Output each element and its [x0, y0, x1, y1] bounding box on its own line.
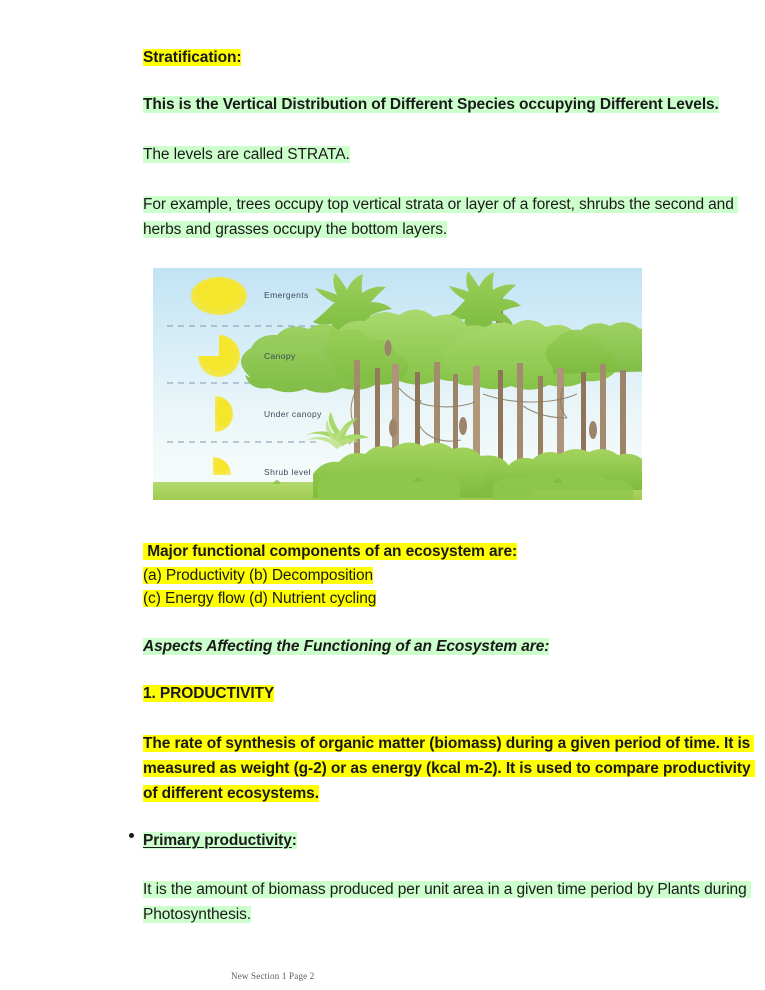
heading-major-components-text: Major functional components of an ecosystem are: [143, 543, 518, 560]
heading-primary-productivity [143, 828, 297, 853]
example-paragraph [143, 192, 751, 242]
strata-label-emergents: Emergents [264, 290, 309, 300]
light-shape-under-canopy [215, 396, 233, 432]
heading-primary-productivity-text: Primary productivity [143, 832, 292, 849]
definition-vertical-distribution [143, 92, 735, 117]
productivity-body-text: The rate of synthesis of organic matter (biomass) during a given period of time. It is measured as weight (g-2) or as energy (kcal m-2). It is used to compare productivity of different ecosystems. [143, 735, 755, 802]
primary-productivity-body-text: It is the amount of biomass produced per unit area in a given time period by Plants during Photosynthesis. [143, 881, 751, 923]
heading-aspects-text: Aspects Affecting the Functioning of an Ecosystem are: [143, 638, 550, 655]
strata-label-canopy: Canopy [264, 351, 296, 361]
primary-productivity-body [143, 877, 758, 927]
page-footer: New Section 1 Page 2 [231, 971, 315, 981]
heading-productivity [143, 681, 274, 706]
strata-label-shrub-level: Shrub level [264, 467, 311, 477]
light-shape-shrub-level [213, 457, 231, 475]
definition-strata-text: The levels are called STRATA. [143, 146, 350, 163]
light-shape-emergents [191, 277, 247, 315]
heading-aspects [143, 634, 549, 659]
forest-stratification-diagram [153, 268, 642, 500]
heading-stratification-text: Stratification: [143, 49, 242, 66]
definition-vertical-distribution-text: This is the Vertical Distribution of Different Species occupying Different Levels. [143, 96, 719, 113]
light-shape-canopy [198, 335, 240, 377]
major-components-item-a-text: (a) Productivity (b) Decomposition [143, 567, 374, 584]
major-components-item-c [143, 586, 376, 611]
heading-primary-productivity-colon: : [291, 832, 297, 849]
definition-strata [143, 142, 350, 167]
strata-label-under-canopy: Under canopy [264, 409, 322, 419]
bullet-point-icon [129, 833, 134, 838]
example-paragraph-text: For example, trees occupy top vertical strata or layer of a forest, shrubs the second and herbs and grasses occupy the bottom layers. [143, 196, 738, 238]
major-components-item-a [143, 563, 373, 588]
heading-major-components [143, 539, 517, 564]
forest-stratification-svg [153, 268, 642, 500]
heading-productivity-text: 1. PRODUCTIVITY [143, 685, 275, 702]
major-components-item-c-text: (c) Energy flow (d) Nutrient cycling [143, 590, 377, 607]
heading-stratification [143, 45, 241, 70]
productivity-body [143, 731, 753, 806]
